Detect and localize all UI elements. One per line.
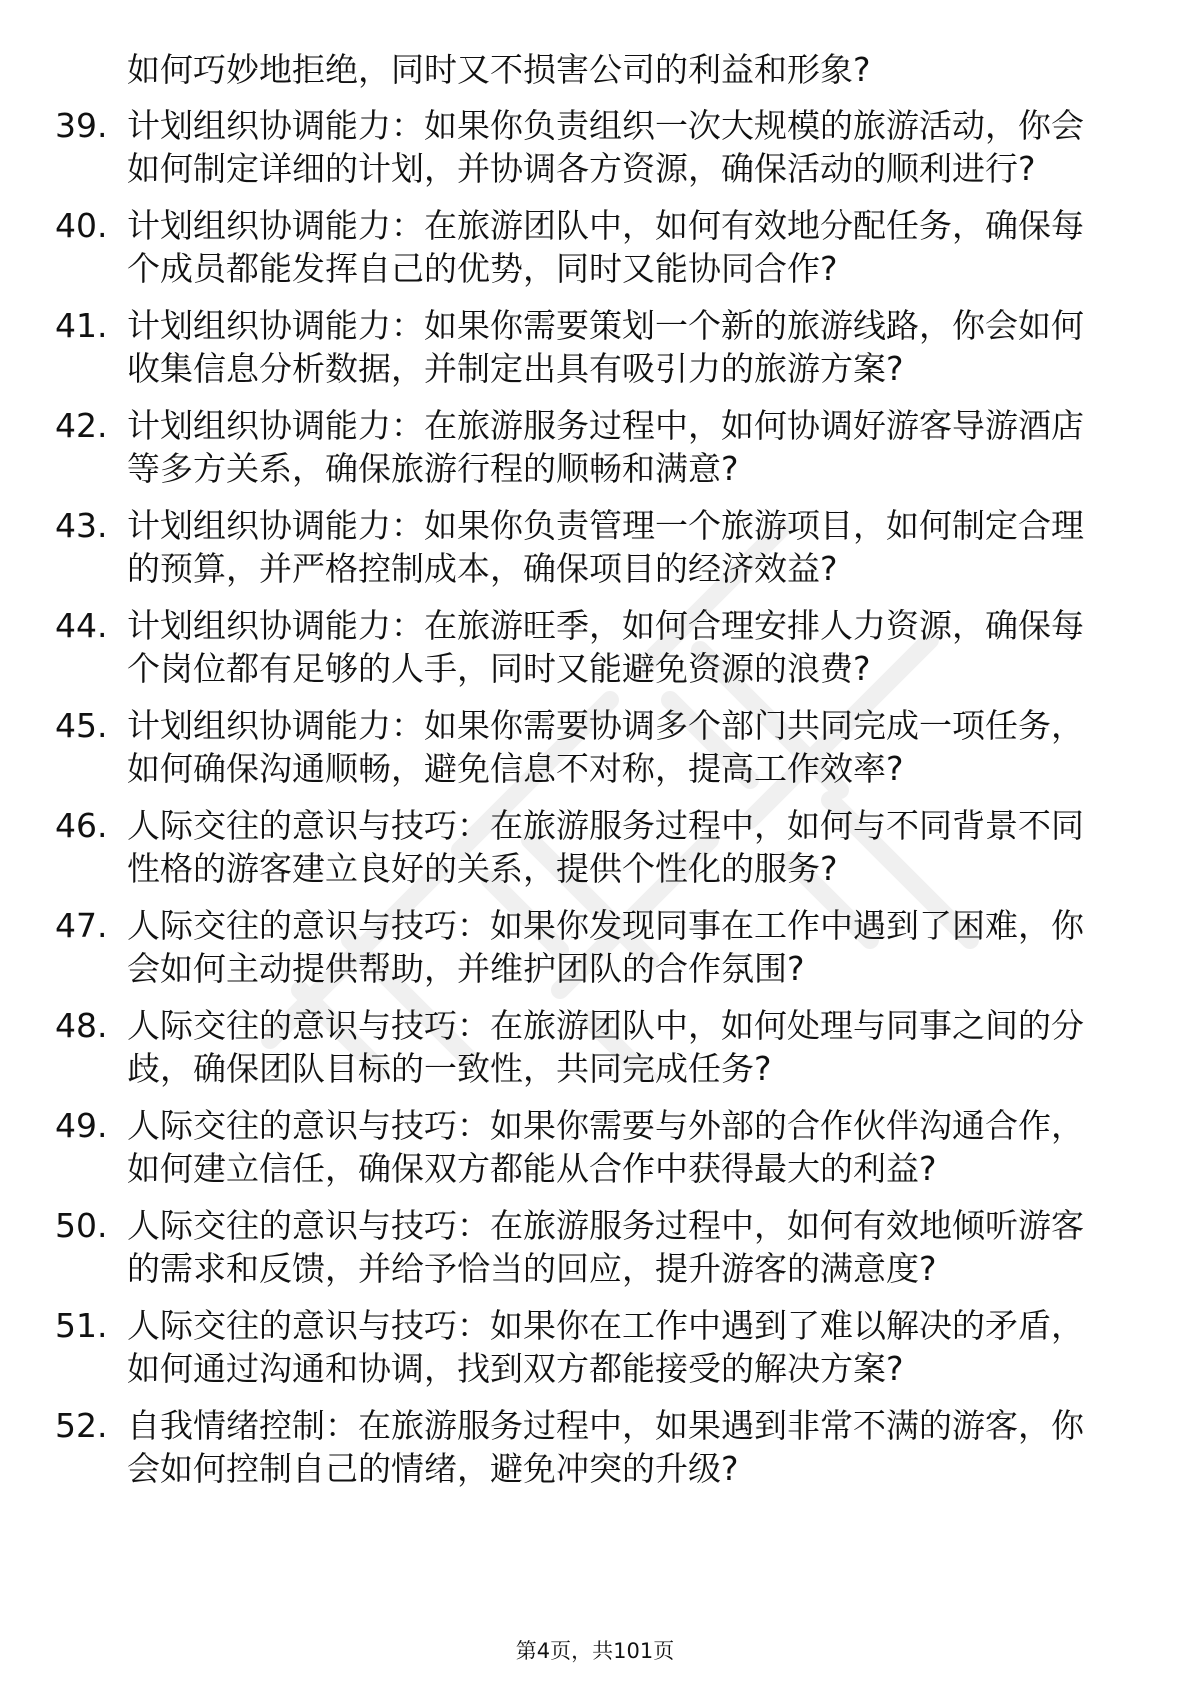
item-number: 39. bbox=[55, 106, 108, 145]
question-list bbox=[0, 48, 1190, 1504]
item-text: 计划组织协调能力：如果你负责组织一次大规模的旅游活动，你会如何制定详细的计划，并协调各方资源，确保活动的顺利进行? bbox=[127, 106, 1084, 188]
list-item bbox=[0, 1004, 1112, 1090]
item-text: 人际交往的意识与技巧：如果你在工作中遇到了难以解决的矛盾，如何通过沟通和协调，找到双方都能接受的解决方案? bbox=[127, 1306, 1084, 1388]
carryover-text: 如何巧妙地拒绝，同时又不损害公司的利益和形象? bbox=[127, 50, 871, 89]
list-item bbox=[0, 404, 1112, 490]
item-text: 人际交往的意识与技巧：在旅游服务过程中，如何与不同背景不同性格的游客建立良好的关系，提供个性化的服务? bbox=[127, 806, 1084, 888]
page-footer: 第4页，共101页 bbox=[515, 1639, 675, 1663]
item-text: 计划组织协调能力：如果你需要策划一个新的旅游线路，你会如何收集信息分析数据，并制定出具有吸引力的旅游方案? bbox=[127, 306, 1084, 388]
item-text: 自我情绪控制：在旅游服务过程中，如果遇到非常不满的游客，你会如何控制自己的情绪，避免冲突的升级? bbox=[127, 1406, 1084, 1488]
list-item bbox=[0, 504, 1112, 590]
list-item bbox=[0, 804, 1112, 890]
item-text: 计划组织协调能力：在旅游服务过程中，如何协调好游客导游酒店等多方关系，确保旅游行程的顺畅和满意? bbox=[127, 406, 1084, 488]
list-item bbox=[0, 1204, 1112, 1290]
item-text: 计划组织协调能力：如果你需要协调多个部门共同完成一项任务，如何确保沟通顺畅，避免信息不对称，提高工作效率? bbox=[127, 706, 1084, 788]
list-item bbox=[0, 304, 1112, 390]
item-text: 计划组织协调能力：如果你负责管理一个旅游项目，如何制定合理的预算，并严格控制成本，确保项目的经济效益? bbox=[127, 506, 1084, 588]
list-item bbox=[0, 204, 1112, 290]
item-number: 50. bbox=[55, 1206, 108, 1245]
item-number: 45. bbox=[55, 706, 108, 745]
item-number: 43. bbox=[55, 506, 108, 545]
item-number: 51. bbox=[55, 1306, 108, 1345]
item-number: 41. bbox=[55, 306, 108, 345]
item-number: 49. bbox=[55, 1106, 108, 1145]
item-text: 人际交往的意识与技巧：如果你需要与外部的合作伙伴沟通合作，如何建立信任，确保双方都能从合作中获得最大的利益? bbox=[127, 1106, 1084, 1188]
item-number: 42. bbox=[55, 406, 108, 445]
list-item bbox=[0, 704, 1112, 790]
item-number: 40. bbox=[55, 206, 108, 245]
list-item bbox=[0, 1304, 1112, 1390]
item-text: 人际交往的意识与技巧：在旅游团队中，如何处理与同事之间的分歧，确保团队目标的一致性，共同完成任务? bbox=[127, 1006, 1084, 1088]
item-number: 47. bbox=[55, 906, 108, 945]
item-number: 52. bbox=[55, 1406, 108, 1445]
item-text: 人际交往的意识与技巧：在旅游服务过程中，如何有效地倾听游客的需求和反馈，并给予恰当的回应，提升游客的满意度? bbox=[127, 1206, 1084, 1288]
list-item bbox=[0, 1104, 1112, 1190]
item-text: 计划组织协调能力：在旅游旺季，如何合理安排人力资源，确保每个岗位都有足够的人手，同时又能避免资源的浪费? bbox=[127, 606, 1084, 688]
list-item bbox=[0, 604, 1112, 690]
list-item bbox=[0, 904, 1112, 990]
list-item bbox=[0, 104, 1112, 190]
item-text: 人际交往的意识与技巧：如果你发现同事在工作中遇到了困难，你会如何主动提供帮助，并维护团队的合作氛围? bbox=[127, 906, 1084, 988]
item-number: 48. bbox=[55, 1006, 108, 1045]
item-text: 计划组织协调能力：在旅游团队中，如何有效地分配任务，确保每个成员都能发挥自己的优势，同时又能协同合作? bbox=[127, 206, 1084, 288]
item-number: 44. bbox=[55, 606, 108, 645]
list-item bbox=[0, 1404, 1112, 1490]
item-number: 46. bbox=[55, 806, 108, 845]
